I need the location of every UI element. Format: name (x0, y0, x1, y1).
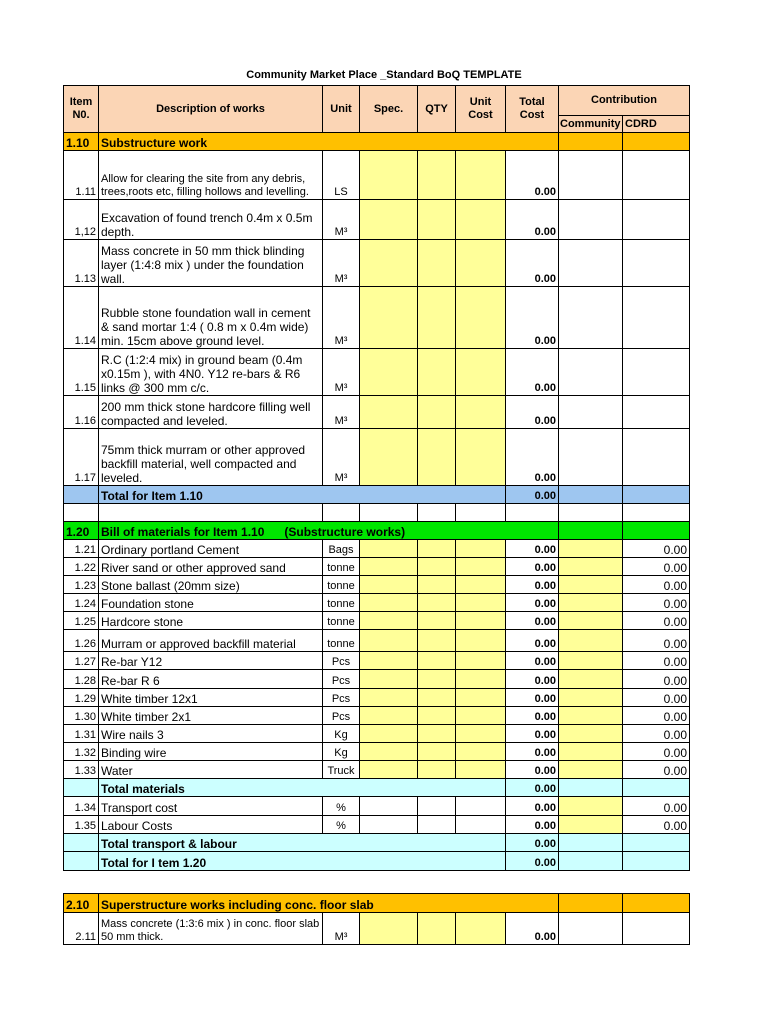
community-cell[interactable] (559, 594, 623, 612)
spec-cell[interactable] (360, 707, 418, 725)
qty-cell[interactable] (418, 540, 456, 558)
spec-cell[interactable] (360, 743, 418, 761)
total-cost-cell: 0.00 (506, 429, 559, 486)
item-unit: Pcs (323, 689, 360, 707)
item-unit: Pcs (323, 707, 360, 725)
community-cell[interactable] (559, 558, 623, 576)
header-item-no: Item N0. (64, 86, 99, 133)
item-unit: M³ (323, 429, 360, 486)
unit-cost-cell[interactable] (456, 151, 506, 200)
community-cell[interactable] (559, 576, 623, 594)
item-number: 1.31 (64, 725, 99, 743)
cdrd-cell[interactable]: 0.00 (623, 670, 690, 689)
item-number: 1.28 (64, 670, 99, 689)
qty-cell[interactable] (418, 612, 456, 630)
qty-cell[interactable] (418, 913, 456, 945)
item-number: 1.23 (64, 576, 99, 594)
item-number: 1.16 (64, 396, 99, 429)
item-number: 1.35 (64, 816, 99, 834)
item-number: 1.25 (64, 612, 99, 630)
item-number: 1.24 (64, 594, 99, 612)
cdrd-cell[interactable] (623, 240, 690, 287)
community-cell[interactable] (559, 200, 623, 240)
cdrd-cell[interactable]: 0.00 (623, 630, 690, 652)
community-cell[interactable] (559, 816, 623, 834)
qty-cell[interactable] (418, 287, 456, 349)
header-spec: Spec. (360, 86, 418, 133)
item-unit: Kg (323, 743, 360, 761)
qty-cell[interactable] (418, 816, 456, 834)
qty-cell[interactable] (418, 652, 456, 670)
table-row (64, 707, 690, 725)
item-unit: M³ (323, 396, 360, 429)
unit-cost-cell[interactable] (456, 349, 506, 396)
qty-cell[interactable] (418, 725, 456, 743)
community-cell[interactable] (559, 707, 623, 725)
table-row (64, 558, 690, 576)
unit-cost-cell[interactable] (456, 707, 506, 725)
item-unit: Bags (323, 540, 360, 558)
item-number: 1.26 (64, 630, 99, 652)
item-description: Re-bar Y12 (99, 652, 323, 670)
community-cell[interactable] (559, 349, 623, 396)
total-cost-cell: 0.00 (506, 761, 559, 779)
total-cost-cell: 0.00 (506, 287, 559, 349)
table-row (64, 913, 690, 945)
item-description: River sand or other approved sand (99, 558, 323, 576)
unit-cost-cell[interactable] (456, 576, 506, 594)
item-description: Wire nails 3 (99, 725, 323, 743)
community-cell[interactable] (559, 151, 623, 200)
item-number: 1.27 (64, 652, 99, 670)
table-row (64, 612, 690, 630)
unit-cost-cell[interactable] (456, 287, 506, 349)
unit-cost-cell[interactable] (456, 630, 506, 652)
community-cell[interactable] (559, 761, 623, 779)
table-row (64, 429, 690, 486)
subtotal-value: 0.00 (506, 834, 559, 852)
cdrd-cell[interactable]: 0.00 (623, 707, 690, 725)
item-number: 1.17 (64, 429, 99, 486)
item-description: Foundation stone (99, 594, 323, 612)
cdrd-cell[interactable]: 0.00 (623, 576, 690, 594)
qty-cell[interactable] (418, 151, 456, 200)
header-unit-cost: Unit Cost (456, 86, 506, 133)
boq-table (63, 85, 690, 871)
spec-cell[interactable] (360, 689, 418, 707)
item-unit: % (323, 797, 360, 816)
header-contribution: Contribution (559, 86, 690, 116)
table-row (64, 797, 690, 816)
total-cost-cell: 0.00 (506, 797, 559, 816)
community-cell[interactable] (559, 652, 623, 670)
item-description: 75mm thick murram or other approved backfill material, well compacted and leveled. (99, 429, 323, 486)
header-community: Community (559, 116, 623, 133)
community-cell[interactable] (559, 612, 623, 630)
total-label: Total for Item 1.10 (99, 486, 506, 504)
cdrd-cell[interactable] (623, 349, 690, 396)
item-unit: tonne (323, 630, 360, 652)
community-cell[interactable] (559, 429, 623, 486)
section-title: Substructure work (99, 133, 559, 151)
unit-cost-cell[interactable] (456, 652, 506, 670)
table-row (64, 816, 690, 834)
community-cell[interactable] (559, 689, 623, 707)
qty-cell[interactable] (418, 396, 456, 429)
community-cell[interactable] (559, 287, 623, 349)
cdrd-cell[interactable]: 0.00 (623, 816, 690, 834)
item-description: Ordinary portland Cement (99, 540, 323, 558)
spec-cell[interactable] (360, 429, 418, 486)
total-cost-cell: 0.00 (506, 594, 559, 612)
header-description: Description of works (99, 86, 323, 133)
table-row (64, 689, 690, 707)
item-description: Mass concrete in 50 mm thick blinding layer (1:4:8 mix ) under the foundation wall. (99, 240, 323, 287)
unit-cost-cell[interactable] (456, 558, 506, 576)
total-row (64, 852, 690, 871)
community-cell[interactable] (559, 670, 623, 689)
table-row (64, 396, 690, 429)
cdrd-cell[interactable]: 0.00 (623, 594, 690, 612)
spec-cell[interactable] (360, 913, 418, 945)
table-row (64, 761, 690, 779)
cdrd-cell[interactable]: 0.00 (623, 652, 690, 670)
item-number: 1.32 (64, 743, 99, 761)
total-cost-cell: 0.00 (506, 652, 559, 670)
item-description: 200 mm thick stone hardcore filling well compacted and leveled. (99, 396, 323, 429)
item-number: 1.22 (64, 558, 99, 576)
qty-cell[interactable] (418, 576, 456, 594)
item-number: 1.15 (64, 349, 99, 396)
cdrd-cell[interactable]: 0.00 (623, 797, 690, 816)
total-label: Total for I tem 1.20 (99, 852, 506, 871)
spec-cell[interactable] (360, 797, 418, 816)
qty-cell[interactable] (418, 761, 456, 779)
qty-cell[interactable] (418, 797, 456, 816)
unit-cost-cell[interactable] (456, 743, 506, 761)
item-description: White timber 12x1 (99, 689, 323, 707)
qty-cell[interactable] (418, 349, 456, 396)
total-value: 0.00 (506, 486, 559, 504)
item-number: 1.21 (64, 540, 99, 558)
total-row (64, 486, 690, 504)
item-description: Binding wire (99, 743, 323, 761)
item-unit: M³ (323, 200, 360, 240)
table-row (64, 540, 690, 558)
spec-cell[interactable] (360, 287, 418, 349)
qty-cell[interactable] (418, 558, 456, 576)
qty-cell[interactable] (418, 594, 456, 612)
table-row (64, 240, 690, 287)
item-description: Excavation of found trench 0.4m x 0.5m depth. (99, 200, 323, 240)
table-row (64, 576, 690, 594)
item-unit: tonne (323, 576, 360, 594)
spec-cell[interactable] (360, 612, 418, 630)
header-unit: Unit (323, 86, 360, 133)
table-row (64, 151, 690, 200)
spec-cell[interactable] (360, 200, 418, 240)
item-unit: Truck (323, 761, 360, 779)
cdrd-cell[interactable]: 0.00 (623, 540, 690, 558)
spec-cell[interactable] (360, 670, 418, 689)
total-cost-cell: 0.00 (506, 576, 559, 594)
spec-cell[interactable] (360, 240, 418, 287)
item-unit: M³ (323, 349, 360, 396)
table-row (64, 630, 690, 652)
unit-cost-cell[interactable] (456, 670, 506, 689)
spec-cell[interactable] (360, 652, 418, 670)
spec-cell[interactable] (360, 540, 418, 558)
total-cost-cell: 0.00 (506, 725, 559, 743)
item-number: 1.33 (64, 761, 99, 779)
cdrd-cell[interactable] (623, 287, 690, 349)
section-title: Superstructure works including conc. floor slab (99, 894, 559, 913)
item-number: 1.30 (64, 707, 99, 725)
cdrd-cell[interactable] (623, 913, 690, 945)
item-number: 1,12 (64, 200, 99, 240)
item-unit: Kg (323, 725, 360, 743)
qty-cell[interactable] (418, 743, 456, 761)
total-cost-cell: 0.00 (506, 670, 559, 689)
spec-cell[interactable] (360, 816, 418, 834)
unit-cost-cell[interactable] (456, 816, 506, 834)
subtotal-row (64, 779, 690, 797)
total-cost-cell: 0.00 (506, 612, 559, 630)
qty-cell[interactable] (418, 429, 456, 486)
unit-cost-cell[interactable] (456, 200, 506, 240)
boq-table-section-2 (63, 893, 690, 945)
unit-cost-cell[interactable] (456, 689, 506, 707)
cdrd-cell[interactable]: 0.00 (623, 689, 690, 707)
unit-cost-cell[interactable] (456, 429, 506, 486)
cdrd-cell[interactable] (623, 429, 690, 486)
item-description: Transport cost (99, 797, 323, 816)
unit-cost-cell[interactable] (456, 612, 506, 630)
cdrd-cell[interactable]: 0.00 (623, 558, 690, 576)
spec-cell[interactable] (360, 349, 418, 396)
spec-cell[interactable] (360, 558, 418, 576)
item-unit: Pcs (323, 670, 360, 689)
item-unit: LS (323, 151, 360, 200)
community-cell[interactable] (559, 630, 623, 652)
header-qty: QTY (418, 86, 456, 133)
section-number: 1.10 (64, 133, 99, 151)
unit-cost-cell[interactable] (456, 540, 506, 558)
total-cost-cell: 0.00 (506, 151, 559, 200)
community-cell[interactable] (559, 396, 623, 429)
item-number: 1.13 (64, 240, 99, 287)
community-cell[interactable] (559, 913, 623, 945)
item-description: Hardcore stone (99, 612, 323, 630)
cdrd-cell[interactable] (623, 200, 690, 240)
item-number: 1.11 (64, 151, 99, 200)
cdrd-cell[interactable]: 0.00 (623, 743, 690, 761)
item-number: 1.29 (64, 689, 99, 707)
table-row (64, 652, 690, 670)
subtotal-label: Total materials (99, 779, 506, 797)
item-unit: M³ (323, 240, 360, 287)
unit-cost-cell[interactable] (456, 913, 506, 945)
community-cell[interactable] (559, 743, 623, 761)
item-description: Labour Costs (99, 816, 323, 834)
subtotal-row (64, 834, 690, 852)
cdrd-cell[interactable]: 0.00 (623, 761, 690, 779)
item-unit: M³ (323, 913, 360, 945)
cdrd-cell[interactable] (623, 396, 690, 429)
total-cost-cell: 0.00 (506, 349, 559, 396)
qty-cell[interactable] (418, 670, 456, 689)
qty-cell[interactable] (418, 707, 456, 725)
qty-cell[interactable] (418, 689, 456, 707)
table-row (64, 725, 690, 743)
item-number: 2.11 (64, 913, 99, 945)
unit-cost-cell[interactable] (456, 725, 506, 743)
item-description: Mass concrete (1:3:6 mix ) in conc. floor slab 50 mm thick. (99, 913, 323, 945)
total-cost-cell: 0.00 (506, 200, 559, 240)
item-unit: Pcs (323, 652, 360, 670)
spec-cell[interactable] (360, 761, 418, 779)
table-row (64, 349, 690, 396)
item-unit: M³ (323, 287, 360, 349)
spec-cell[interactable] (360, 151, 418, 200)
unit-cost-cell[interactable] (456, 240, 506, 287)
total-cost-cell: 0.00 (506, 396, 559, 429)
item-unit: tonne (323, 558, 360, 576)
page-title: Community Market Place _Standard BoQ TEMPLATE (246, 69, 522, 81)
item-number: 1.34 (64, 797, 99, 816)
table-row (64, 287, 690, 349)
item-description: R.C (1:2:4 mix) in ground beam (0.4m x0.15m ), with 4N0. Y12 re-bars & R6 links @ 300 mm c/c. (99, 349, 323, 396)
header-total-cost: Total Cost (506, 86, 559, 133)
spec-cell[interactable] (360, 396, 418, 429)
spec-cell[interactable] (360, 725, 418, 743)
total-cost-cell: 0.00 (506, 558, 559, 576)
community-cell[interactable] (559, 797, 623, 816)
spec-cell[interactable] (360, 594, 418, 612)
subtotal-label: Total transport & labour (99, 834, 506, 852)
total-cost-cell: 0.00 (506, 630, 559, 652)
unit-cost-cell[interactable] (456, 396, 506, 429)
total-cost-cell: 0.00 (506, 913, 559, 945)
community-cell[interactable] (559, 725, 623, 743)
total-cost-cell: 0.00 (506, 240, 559, 287)
unit-cost-cell[interactable] (456, 594, 506, 612)
item-number: 1.14 (64, 287, 99, 349)
item-unit: % (323, 816, 360, 834)
qty-cell[interactable] (418, 630, 456, 652)
total-cost-cell: 0.00 (506, 540, 559, 558)
item-description: Murram or approved backfill material (99, 630, 323, 652)
spec-cell[interactable] (360, 630, 418, 652)
total-cost-cell: 0.00 (506, 689, 559, 707)
section-number: 2.10 (64, 894, 99, 913)
table-row (64, 743, 690, 761)
unit-cost-cell[interactable] (456, 797, 506, 816)
cdrd-cell[interactable]: 0.00 (623, 612, 690, 630)
section-number: 1.20 (64, 522, 99, 540)
qty-cell[interactable] (418, 200, 456, 240)
subtotal-value: 0.00 (506, 779, 559, 797)
total-cost-cell: 0.00 (506, 707, 559, 725)
table-row (64, 594, 690, 612)
item-unit: tonne (323, 612, 360, 630)
header-cdrd: CDRD (623, 116, 690, 133)
item-description: Allow for clearing the site from any debris, trees,roots etc, filling hollows and levelling. (99, 151, 323, 200)
item-description: Stone ballast (20mm size) (99, 576, 323, 594)
unit-cost-cell[interactable] (456, 761, 506, 779)
spec-cell[interactable] (360, 576, 418, 594)
community-cell[interactable] (559, 540, 623, 558)
item-description: Rubble stone foundation wall in cement & sand mortar 1:4 ( 0.8 m x 0.4m wide) min. 15cm above ground level. (99, 287, 323, 349)
table-row (64, 670, 690, 689)
item-description: Water (99, 761, 323, 779)
item-description: White timber 2x1 (99, 707, 323, 725)
table-row (64, 200, 690, 240)
qty-cell[interactable] (418, 240, 456, 287)
total-cost-cell: 0.00 (506, 743, 559, 761)
item-unit: tonne (323, 594, 360, 612)
cdrd-cell[interactable] (623, 151, 690, 200)
total-cost-cell: 0.00 (506, 816, 559, 834)
cdrd-cell[interactable]: 0.00 (623, 725, 690, 743)
section-title: Bill of materials for Item 1.10 (Substructure works) (99, 522, 559, 540)
community-cell[interactable] (559, 240, 623, 287)
total-value: 0.00 (506, 852, 559, 871)
item-description: Re-bar R 6 (99, 670, 323, 689)
